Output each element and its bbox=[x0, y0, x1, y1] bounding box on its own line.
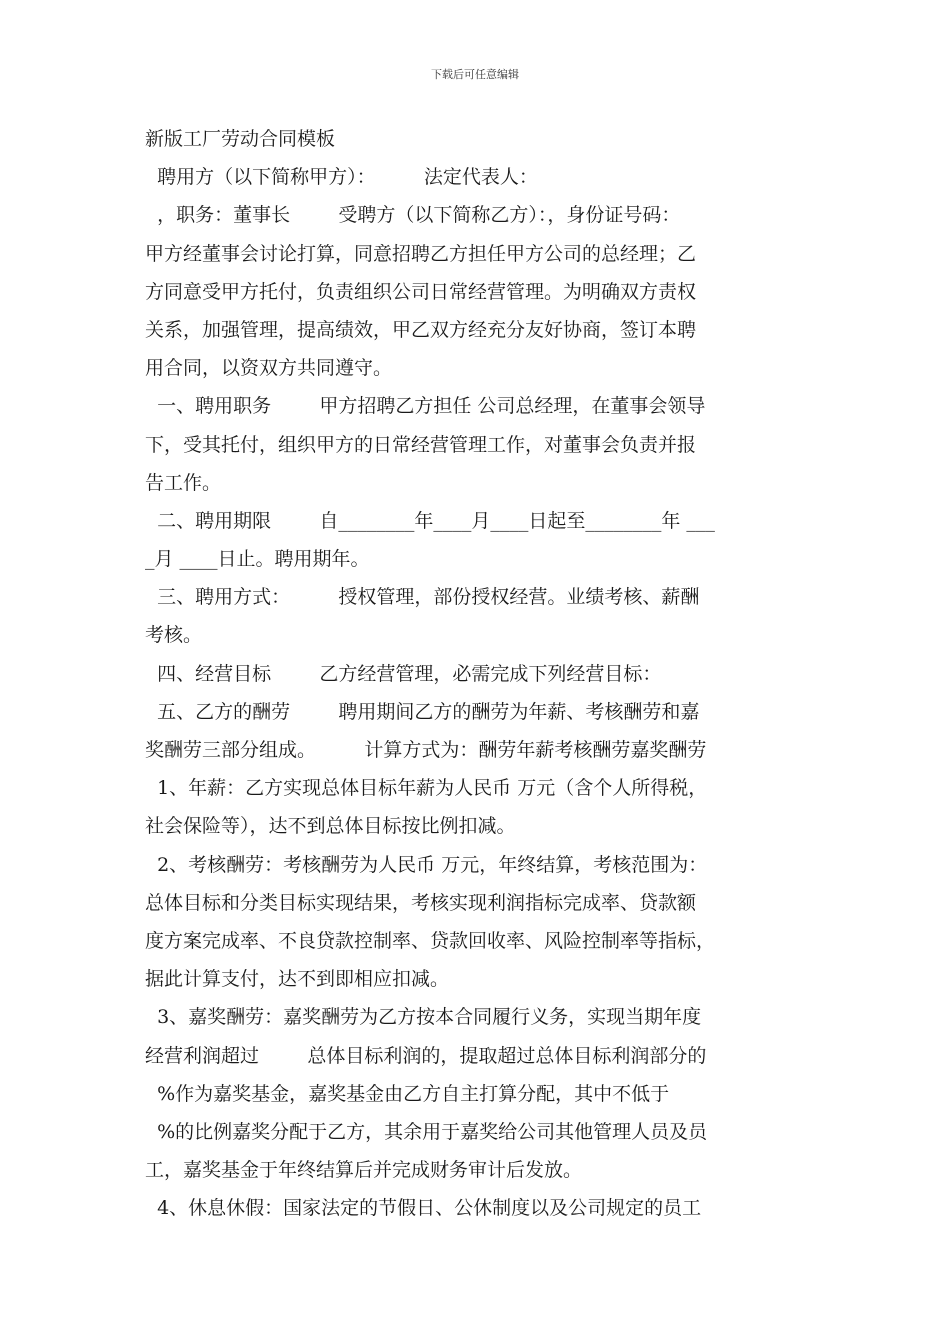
text-line: 1、年薪：乙方实现总体目标年薪为人民币 万元（含个人所得税， bbox=[145, 777, 708, 800]
text-line: 总体目标和分类目标实现结果，考核实现利润指标完成率、贷款额 bbox=[145, 891, 697, 914]
text-line: %的比例嘉奖分配于乙方，其余用于嘉奖给公司其他管理人员及员 bbox=[145, 1120, 708, 1143]
text-line: 3、嘉奖酬劳：嘉奖酬劳为乙方按本合同履行义务，实现当期年度 bbox=[145, 1006, 702, 1029]
text-line: 4、休息休假：国家法定的节假日、公休制度以及公司规定的员工 bbox=[145, 1197, 702, 1220]
text-line: 社会保险等），达不到总体目标按比例扣减。 bbox=[145, 815, 516, 838]
text-line: 据此计算支付，达不到即相应扣减。 bbox=[145, 968, 450, 991]
text-line: 告工作。 bbox=[145, 471, 222, 494]
text-line: 三、聘用方式： 授权管理，部份授权经营。业绩考核、薪酬 bbox=[145, 586, 700, 609]
text-line: 四、经营目标 乙方经营管理，必需完成下列经营目标： bbox=[145, 662, 662, 685]
text-line: 考核。 bbox=[145, 624, 203, 647]
text-line: 方同意受甲方托付，负责组织公司日常经营管理。为明确双方责权 bbox=[145, 280, 697, 303]
text-line: 五、乙方的酬劳 聘用期间乙方的酬劳为年薪、考核酬劳和嘉 bbox=[145, 700, 700, 723]
text-line: ，职务：董事长 受聘方（以下简称乙方）：，身份证号码： bbox=[145, 204, 681, 227]
document-title: 新版工厂劳动合同模板 bbox=[145, 128, 336, 150]
text-line: 甲方经董事会讨论打算，同意招聘乙方担任甲方公司的总经理；乙 bbox=[145, 242, 697, 265]
text-line: %作为嘉奖基金，嘉奖基金由乙方自主打算分配，其中不低于 bbox=[145, 1082, 670, 1105]
text-line: 一、聘用职务 甲方招聘乙方担任 公司总经理，在董事会领导 bbox=[145, 395, 706, 418]
text-line: 下，受其托付，组织甲方的日常经营管理工作，对董事会负责并报 bbox=[145, 433, 697, 456]
text-line: 聘用方（以下简称甲方）： 法定代表人： bbox=[145, 166, 538, 189]
text-line: 关系，加强管理，提高绩效，甲乙双方经充分友好协商，签订本聘 bbox=[145, 318, 697, 341]
text-line: 用合同，以资双方共同遵守。 bbox=[145, 357, 393, 380]
text-line: _月 ____日止。聘用期年。 bbox=[145, 548, 370, 571]
text-line: 经营利润超过 总体目标利润的，提取超过总体目标利润部分的 bbox=[145, 1044, 707, 1067]
text-line: 度方案完成率、不良贷款控制率、贷款回收率、风险控制率等指标， bbox=[145, 929, 716, 952]
page-header: 下载后可任意编辑 bbox=[431, 68, 519, 81]
text-line: 工，嘉奖基金于年终结算后并完成财务审计后发放。 bbox=[145, 1159, 583, 1182]
document-body bbox=[145, 120, 810, 1227]
text-line: 二、聘用期限 自________年____月____日起至________年 ___ bbox=[145, 509, 715, 532]
text-line: 奖酬劳三部分组成。 计算方式为：酬劳年薪考核酬劳嘉奖酬劳 bbox=[145, 739, 707, 761]
text-line: 2、考核酬劳：考核酬劳为人民币 万元，年终结算，考核范围为： bbox=[145, 853, 708, 876]
